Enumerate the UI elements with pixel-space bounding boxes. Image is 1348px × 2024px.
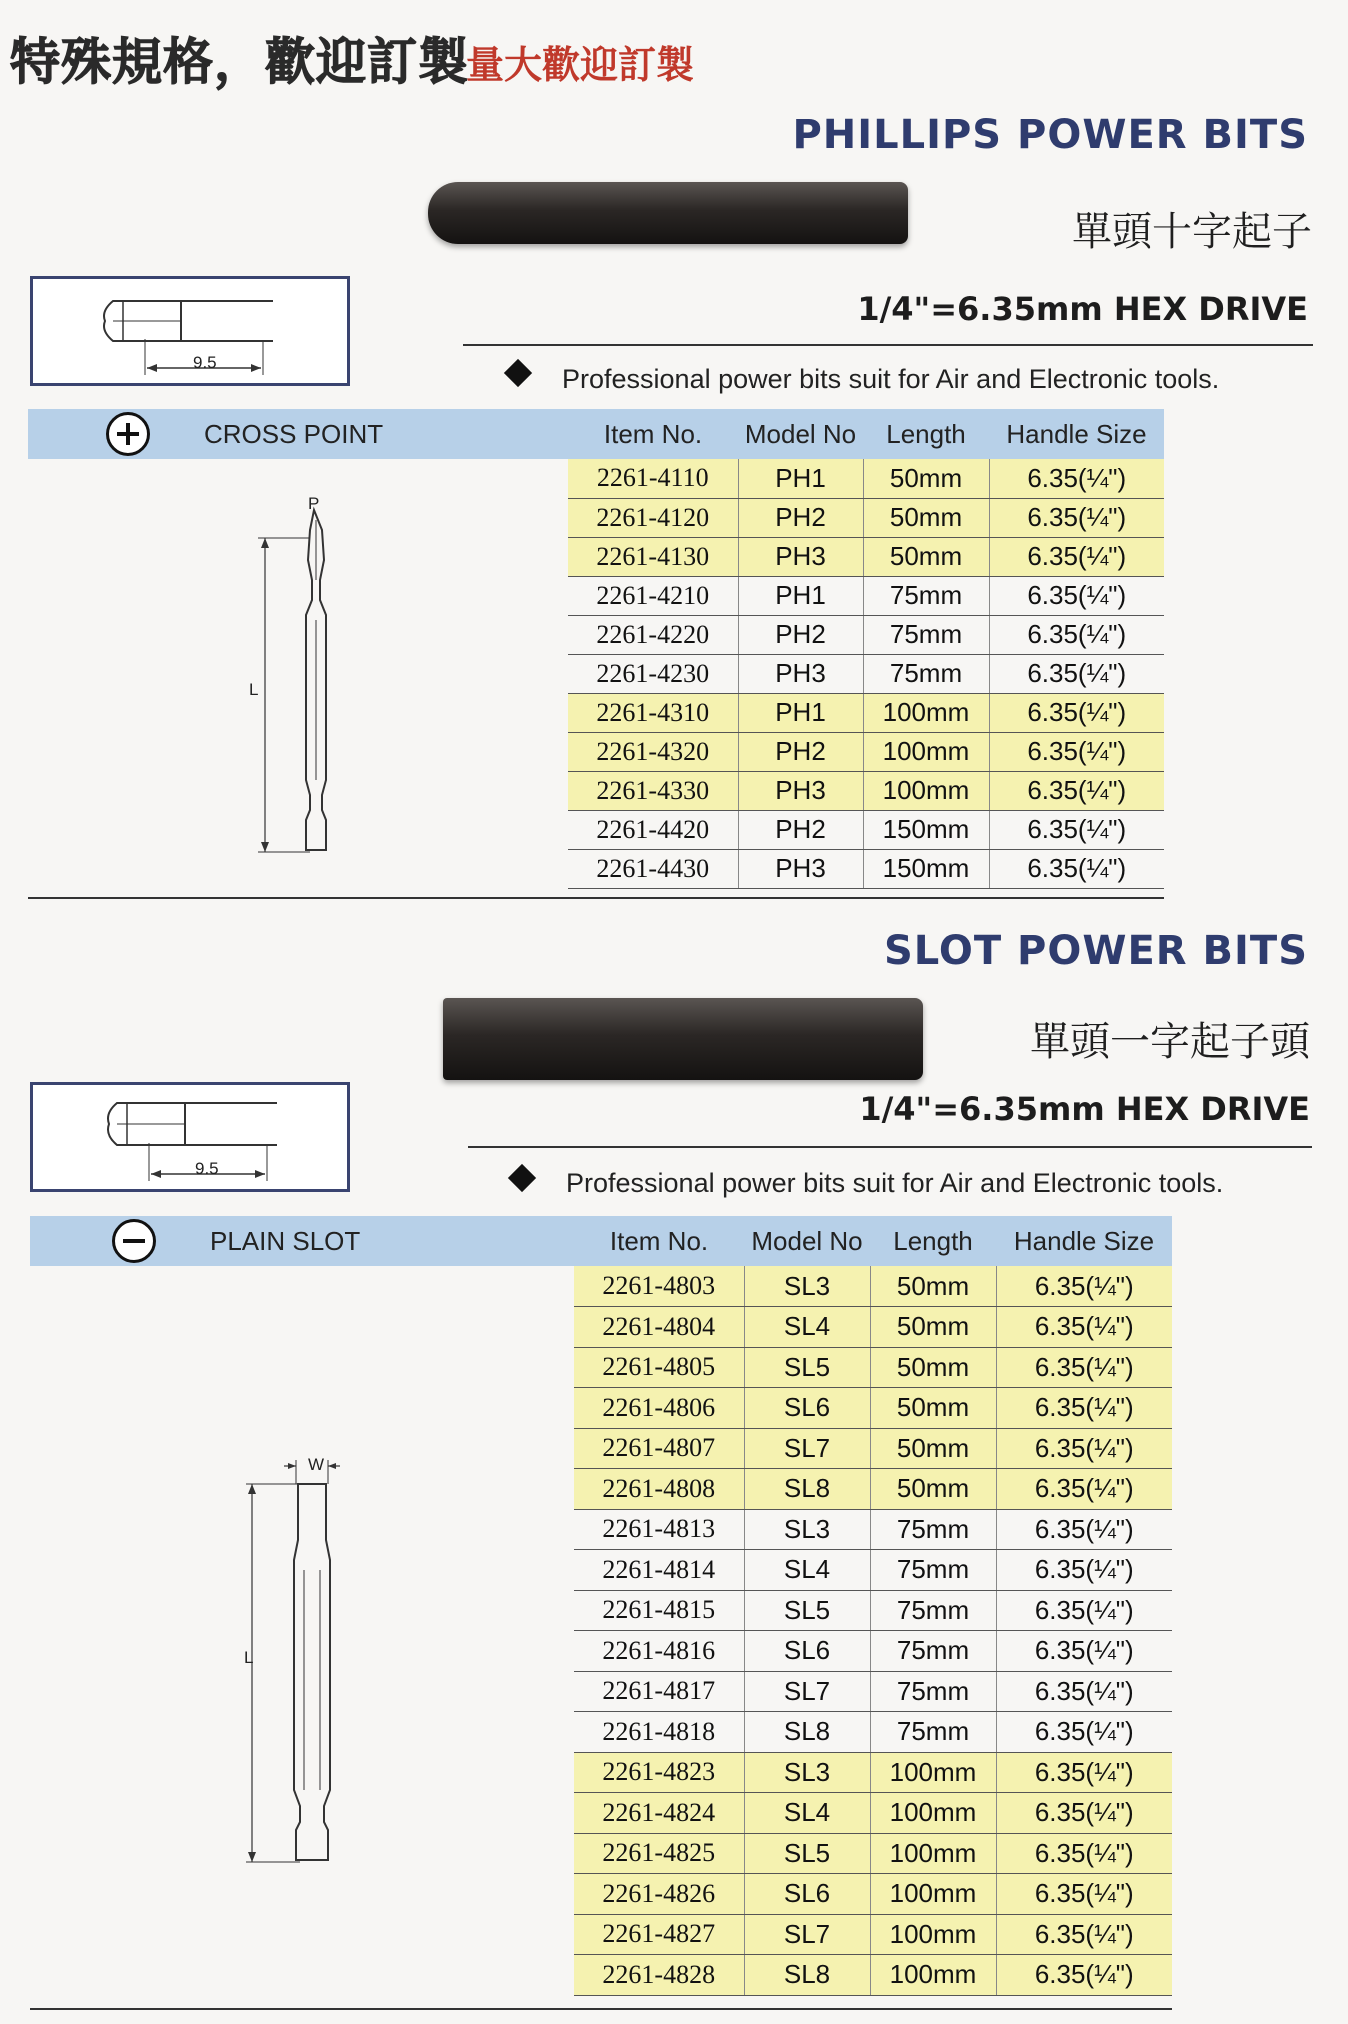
handle-size-cell: 6.35(¼"): [996, 1428, 1172, 1469]
model-no-cell: SL8: [744, 1712, 870, 1753]
length-cell: 50mm: [863, 459, 989, 498]
item-no-cell: 2261-4805: [574, 1347, 744, 1388]
phillips-spec-table: [568, 409, 1164, 889]
table-row: [574, 1428, 1172, 1469]
handle-size-cell: 6.35(¼"): [996, 1833, 1172, 1874]
length-cell: 50mm: [870, 1428, 996, 1469]
table-row: [574, 1712, 1172, 1753]
item-no-cell: 2261-4130: [568, 537, 738, 576]
handle-size-cell: 6.35(¼"): [989, 537, 1164, 576]
col-length: Length: [870, 1216, 996, 1266]
model-no-cell: SL7: [744, 1671, 870, 1712]
item-no-cell: 2261-4230: [568, 654, 738, 693]
model-no-cell: SL7: [744, 1914, 870, 1955]
model-no-cell: SL3: [744, 1752, 870, 1793]
length-cell: 100mm: [870, 1914, 996, 1955]
model-no-cell: SL6: [744, 1631, 870, 1672]
item-no-cell: 2261-4806: [574, 1388, 744, 1429]
table-row: [574, 1874, 1172, 1915]
handle-size-cell: 6.35(¼"): [989, 732, 1164, 771]
length-cell: 75mm: [863, 654, 989, 693]
table-row: [574, 1914, 1172, 1955]
handle-size-cell: 6.35(¼"): [996, 1590, 1172, 1631]
model-no-cell: SL8: [744, 1469, 870, 1510]
col-model-no: Model No: [738, 409, 863, 459]
phillips-tagline: Professional power bits suit for Air and Electronic tools.: [562, 364, 1220, 394]
item-no-cell: 2261-4330: [568, 771, 738, 810]
bullet-diamond-icon: [504, 359, 532, 387]
handle-size-cell: 6.35(¼"): [996, 1266, 1172, 1307]
model-no-cell: PH1: [738, 459, 863, 498]
item-no-cell: 2261-4210: [568, 576, 738, 615]
handle-size-cell: 6.35(¼"): [996, 1469, 1172, 1510]
handle-size-cell: 6.35(¼"): [996, 1752, 1172, 1793]
model-no-cell: SL8: [744, 1955, 870, 1996]
table-row: [574, 1793, 1172, 1834]
slot-hex-drive: 1/4"=6.35mm HEX DRIVE: [859, 1090, 1310, 1128]
item-no-cell: 2261-4220: [568, 615, 738, 654]
table-row: [574, 1550, 1172, 1591]
handle-size-cell: 6.35(¼"): [996, 1874, 1172, 1915]
handle-size-cell: 6.35(¼"): [996, 1793, 1172, 1834]
table-row: [568, 732, 1164, 771]
hex-shank-icon: [33, 279, 347, 383]
model-no-cell: PH2: [738, 810, 863, 849]
phillips-bottom-rule: [28, 897, 1164, 899]
handle-size-cell: 6.35(¼"): [996, 1509, 1172, 1550]
table-row: [568, 615, 1164, 654]
item-no-cell: 2261-4430: [568, 849, 738, 888]
item-no-cell: 2261-4815: [574, 1590, 744, 1631]
model-no-cell: PH2: [738, 498, 863, 537]
length-cell: 75mm: [870, 1550, 996, 1591]
col-model-no: Model No: [744, 1216, 870, 1266]
hex-dimension: 9.5: [195, 1159, 219, 1178]
table-row: [574, 1266, 1172, 1307]
model-no-cell: SL3: [744, 1266, 870, 1307]
phillips-hex-diagram: [30, 276, 350, 386]
handle-size-cell: 6.35(¼"): [989, 693, 1164, 732]
col-handle-size: Handle Size: [996, 1216, 1172, 1266]
handle-size-cell: 6.35(¼"): [989, 849, 1164, 888]
handle-size-cell: 6.35(¼"): [996, 1671, 1172, 1712]
length-cell: 75mm: [863, 576, 989, 615]
slot-bit-photo: [443, 998, 923, 1080]
item-no-cell: 2261-4814: [574, 1550, 744, 1591]
item-no-cell: 2261-4823: [574, 1752, 744, 1793]
item-no-cell: 2261-4818: [574, 1712, 744, 1753]
col-item-no: Item No.: [574, 1216, 744, 1266]
model-no-cell: SL6: [744, 1874, 870, 1915]
model-no-cell: PH3: [738, 537, 863, 576]
length-cell: 50mm: [870, 1307, 996, 1348]
slot-bottom-rule: [30, 2008, 1172, 2010]
table-row: [568, 537, 1164, 576]
model-no-cell: SL5: [744, 1833, 870, 1874]
item-no-cell: 2261-4310: [568, 693, 738, 732]
slot-divider: [468, 1146, 1312, 1148]
length-cell: 75mm: [870, 1631, 996, 1672]
col-handle-size: Handle Size: [989, 409, 1164, 459]
handle-size-cell: 6.35(¼"): [996, 1307, 1172, 1348]
handle-size-cell: 6.35(¼"): [996, 1955, 1172, 1996]
length-cell: 50mm: [870, 1266, 996, 1307]
slot-title-cn: 單頭一字起子頭: [1030, 1019, 1310, 1065]
model-no-cell: PH3: [738, 771, 863, 810]
category-label: CROSS POINT: [204, 418, 384, 449]
phillips-bit-drawing: [240, 490, 350, 860]
length-cell: 100mm: [870, 1874, 996, 1915]
length-cell: 50mm: [870, 1388, 996, 1429]
item-no-cell: 2261-4120: [568, 498, 738, 537]
model-no-cell: PH3: [738, 849, 863, 888]
slot-spec-table: [574, 1216, 1172, 1996]
custom-specs-banner: 特殊規格，歡迎訂製: [10, 33, 469, 91]
col-length: Length: [863, 409, 989, 459]
model-no-cell: PH3: [738, 654, 863, 693]
item-no-cell: 2261-4808: [574, 1469, 744, 1510]
tip-label-w: W: [308, 1455, 325, 1474]
table-row: [568, 810, 1164, 849]
length-cell: 50mm: [863, 537, 989, 576]
table-row: [568, 849, 1164, 888]
length-cell: 150mm: [863, 810, 989, 849]
table-row: [574, 1833, 1172, 1874]
bulk-orders-banner: 量大歡迎訂製: [466, 43, 695, 87]
item-no-cell: 2261-4824: [574, 1793, 744, 1834]
slot-title-en: SLOT POWER BITS: [883, 928, 1308, 974]
table-row: [568, 576, 1164, 615]
item-no-cell: 2261-4825: [574, 1833, 744, 1874]
handle-size-cell: 6.35(¼"): [989, 810, 1164, 849]
length-cell: 100mm: [870, 1955, 996, 1996]
model-no-cell: SL5: [744, 1590, 870, 1631]
item-no-cell: 2261-4320: [568, 732, 738, 771]
handle-size-cell: 6.35(¼"): [996, 1347, 1172, 1388]
handle-size-cell: 6.35(¼"): [989, 771, 1164, 810]
hex-shank-icon: [33, 1085, 347, 1189]
tip-label-p: P: [308, 494, 320, 513]
model-no-cell: PH2: [738, 615, 863, 654]
model-no-cell: SL5: [744, 1347, 870, 1388]
slot-category-header: [30, 1216, 574, 1266]
phillips-title-en: PHILLIPS POWER BITS: [792, 112, 1308, 158]
length-cell: 75mm: [870, 1509, 996, 1550]
bullet-diamond-icon: [508, 1164, 536, 1192]
length-cell: 100mm: [863, 771, 989, 810]
handle-size-cell: 6.35(¼"): [996, 1631, 1172, 1672]
length-cell: 75mm: [870, 1671, 996, 1712]
table-row: [568, 459, 1164, 498]
item-no-cell: 2261-4813: [574, 1509, 744, 1550]
length-cell: 100mm: [870, 1752, 996, 1793]
table-row: [574, 1469, 1172, 1510]
slot-hex-diagram: [30, 1082, 350, 1192]
table-row: [574, 1631, 1172, 1672]
item-no-cell: 2261-4804: [574, 1307, 744, 1348]
table-row: [574, 1307, 1172, 1348]
model-no-cell: SL4: [744, 1307, 870, 1348]
handle-size-cell: 6.35(¼"): [996, 1712, 1172, 1753]
table-row: [568, 654, 1164, 693]
table-row: [574, 1347, 1172, 1388]
item-no-cell: 2261-4807: [574, 1428, 744, 1469]
length-label: L: [244, 1648, 254, 1667]
length-cell: 50mm: [870, 1347, 996, 1388]
phillips-hex-drive: 1/4"=6.35mm HEX DRIVE: [857, 290, 1308, 328]
table-header-row: [568, 409, 1164, 459]
handle-size-cell: 6.35(¼"): [996, 1914, 1172, 1955]
table-row: [568, 771, 1164, 810]
table-row: [574, 1752, 1172, 1793]
model-no-cell: SL4: [744, 1550, 870, 1591]
table-row: [568, 693, 1164, 732]
table-row: [574, 1671, 1172, 1712]
hex-dimension: 9.5: [193, 353, 217, 372]
length-cell: 100mm: [863, 732, 989, 771]
item-no-cell: 2261-4817: [574, 1671, 744, 1712]
handle-size-cell: 6.35(¼"): [989, 459, 1164, 498]
length-cell: 75mm: [863, 615, 989, 654]
length-cell: 75mm: [870, 1590, 996, 1631]
phillips-divider: [463, 344, 1313, 346]
model-no-cell: PH1: [738, 693, 863, 732]
table-row: [574, 1955, 1172, 1996]
model-no-cell: PH1: [738, 576, 863, 615]
slot-bit-drawing: [240, 1450, 350, 1870]
handle-size-cell: 6.35(¼"): [989, 654, 1164, 693]
phillips-title-cn: 單頭十字起子: [1072, 209, 1312, 255]
model-no-cell: SL4: [744, 1793, 870, 1834]
model-no-cell: PH2: [738, 732, 863, 771]
plain-slot-icon: [112, 1219, 156, 1263]
model-no-cell: SL7: [744, 1428, 870, 1469]
length-cell: 100mm: [870, 1793, 996, 1834]
item-no-cell: 2261-4816: [574, 1631, 744, 1672]
cross-point-icon: [106, 412, 150, 456]
handle-size-cell: 6.35(¼"): [989, 615, 1164, 654]
table-row: [574, 1509, 1172, 1550]
item-no-cell: 2261-4828: [574, 1955, 744, 1996]
item-no-cell: 2261-4420: [568, 810, 738, 849]
handle-size-cell: 6.35(¼"): [996, 1388, 1172, 1429]
item-no-cell: 2261-4110: [568, 459, 738, 498]
handle-size-cell: 6.35(¼"): [996, 1550, 1172, 1591]
length-label: L: [249, 680, 259, 699]
length-cell: 50mm: [863, 498, 989, 537]
phillips-category-header: [28, 409, 568, 459]
length-cell: 150mm: [863, 849, 989, 888]
length-cell: 50mm: [870, 1469, 996, 1510]
table-row: [568, 498, 1164, 537]
item-no-cell: 2261-4803: [574, 1266, 744, 1307]
model-no-cell: SL3: [744, 1509, 870, 1550]
item-no-cell: 2261-4826: [574, 1874, 744, 1915]
handle-size-cell: 6.35(¼"): [989, 576, 1164, 615]
phillips-bit-photo: [428, 182, 908, 244]
table-row: [574, 1388, 1172, 1429]
handle-size-cell: 6.35(¼"): [989, 498, 1164, 537]
col-item-no: Item No.: [568, 409, 738, 459]
table-header-row: [574, 1216, 1172, 1266]
length-cell: 100mm: [870, 1833, 996, 1874]
slot-tagline: Professional power bits suit for Air and Electronic tools.: [566, 1168, 1224, 1198]
length-cell: 100mm: [863, 693, 989, 732]
category-label: PLAIN SLOT: [210, 1225, 361, 1256]
model-no-cell: SL6: [744, 1388, 870, 1429]
length-cell: 75mm: [870, 1712, 996, 1753]
table-row: [574, 1590, 1172, 1631]
item-no-cell: 2261-4827: [574, 1914, 744, 1955]
